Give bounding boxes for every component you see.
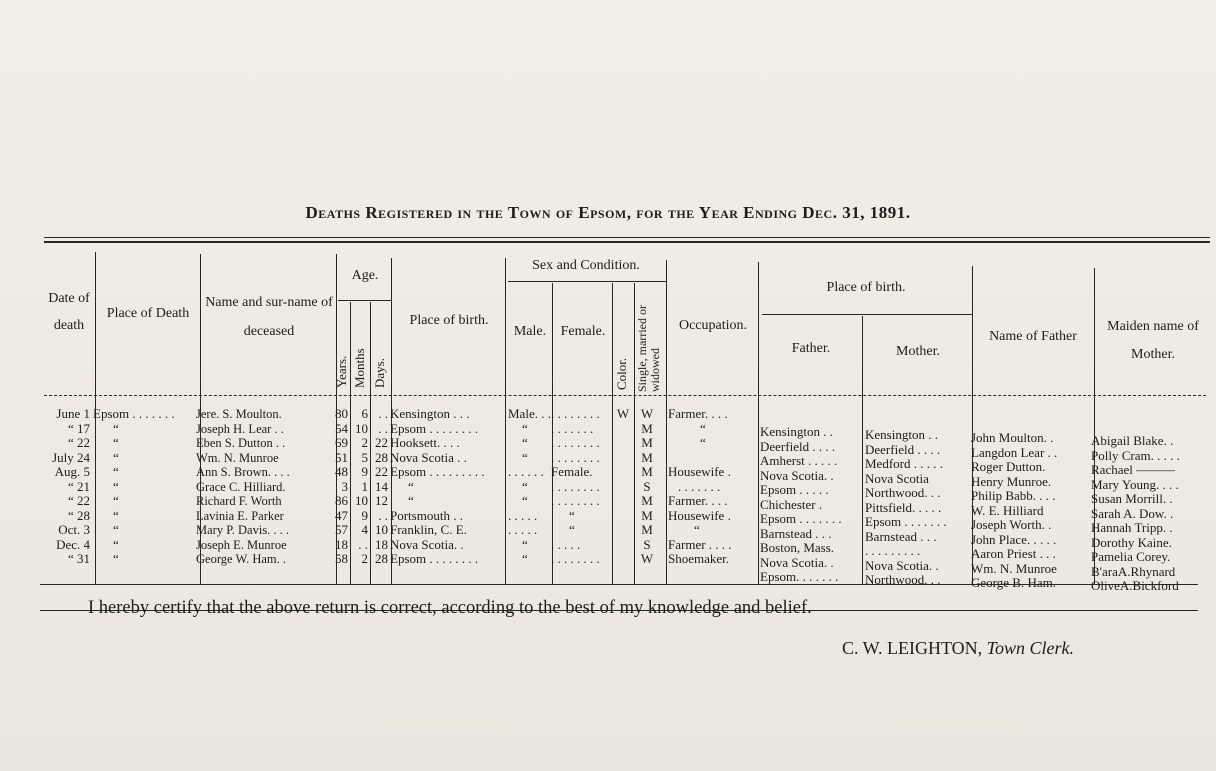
cell-place-of-birth: Epsom . . . . . . . .: [390, 552, 479, 566]
cell-female: “: [569, 508, 575, 523]
cell-mother-birthplace: . . . . . . . . .: [865, 544, 921, 558]
cell-father-name: Henry Munroe.: [971, 474, 1052, 489]
cell-color: [613, 436, 633, 451]
cell-female: . . . . . . . .: [551, 436, 600, 450]
cell-female: . . . . .: [551, 537, 581, 552]
cell-years: 58: [335, 552, 348, 566]
cell-place-of-death: “: [113, 450, 119, 465]
cell-mother-maiden-name: Abigail Blake. .: [1091, 434, 1174, 448]
cell-date: “ 22: [67, 436, 90, 450]
cell-date: “ 22: [67, 494, 90, 508]
cell-female: . . . . . . . .: [551, 494, 600, 508]
cell-years: 48: [335, 465, 348, 479]
cell-male: “: [522, 537, 528, 552]
cell-condition: S: [643, 479, 651, 494]
cell-occupation: [668, 451, 756, 466]
cell-days: 28: [375, 450, 388, 465]
cell-place-of-birth: “: [408, 479, 414, 494]
cell-condition: M: [641, 436, 653, 450]
cell-place-of-death: “: [113, 508, 119, 523]
cell-condition: M: [641, 523, 653, 537]
cell-female: . . . . . . . .: [551, 479, 600, 494]
cell-place-of-birth: “: [408, 494, 414, 508]
certification-statement: I hereby certify that the above return is correct, according to the best of my knowledge and belief.: [88, 598, 812, 618]
cell-mother-birthplace: Nova Scotia. .: [865, 558, 939, 573]
cell-mother-birthplace: Epsom . . . . . . .: [865, 515, 947, 529]
cell-days: . .: [378, 508, 388, 523]
cell-father-birthplace: Barnstead . . .: [760, 526, 832, 541]
cell-color: [613, 552, 633, 567]
cell-mother-maiden-name: Hannah Tripp. .: [1091, 521, 1173, 535]
cell-name: Richard F. Worth: [196, 494, 282, 508]
col-line: [862, 316, 863, 584]
cell-months: 5: [361, 450, 368, 465]
cell-place-of-death: “: [113, 465, 119, 479]
header-place-of-birth: Place of birth.: [409, 313, 489, 328]
cell-place-of-death: “: [113, 552, 119, 566]
cell-months: 9: [361, 508, 368, 523]
cell-months: 6: [361, 407, 368, 421]
cell-father-name: Joseph Worth. .: [971, 518, 1052, 532]
header-months: Months: [352, 348, 367, 388]
cell-male: Male. . .: [508, 407, 551, 421]
cell-father-name: Langdon Lear . .: [971, 445, 1058, 460]
header-maiden-name: Maiden name of Mother.: [1107, 319, 1199, 362]
cell-mother-maiden-name: OliveA.Bickford: [1091, 579, 1179, 593]
cell-months: 1: [361, 479, 368, 494]
cell-date: “ 28: [67, 508, 90, 523]
cell-condition: W: [640, 552, 654, 566]
cell-days: 12: [375, 494, 388, 508]
cell-months: . .: [358, 537, 368, 552]
cell-color: [613, 422, 633, 437]
cell-father-birthplace: Epsom . . . . . . .: [760, 512, 842, 526]
col-line: [758, 262, 759, 584]
cell-color: [613, 509, 633, 524]
cell-mother-maiden-name: Polly Cram. . . . .: [1091, 448, 1180, 463]
cell-years: 69: [335, 436, 348, 450]
cell-place-of-birth: Franklin, C. E.: [390, 523, 467, 537]
cell-color: [613, 465, 633, 480]
cell-name: Grace C. Hilliard.: [196, 479, 286, 494]
cell-female: . . . . . . . .: [551, 407, 600, 421]
cell-years: 54: [335, 421, 348, 436]
cell-name: Mary P. Davis. . . .: [196, 523, 290, 537]
header-years: Years.: [334, 355, 349, 388]
cell-place-of-death: “: [113, 523, 119, 537]
cell-father-birthplace: Kensington . .: [760, 425, 833, 439]
cell-place-of-death: “: [113, 537, 119, 552]
header-place-of-death: Place of Death: [106, 306, 190, 321]
signature: [842, 638, 1074, 659]
cell-father-birthplace: Nova Scotia. .: [760, 555, 834, 570]
cell-occupation: “: [700, 436, 706, 450]
cell-occupation: Farmer. . . .: [668, 407, 728, 421]
cell-occupation: . . . . . . .: [678, 479, 721, 494]
cell-father-birthplace: Nova Scotia. .: [760, 468, 834, 483]
column-color: [613, 407, 633, 567]
header-father: Father.: [791, 341, 831, 356]
cell-occupation: Housewife .: [668, 508, 731, 523]
column-place-of-birth: [390, 407, 504, 567]
cell-occupation: Housewife .: [668, 465, 731, 479]
cell-date: Dec. 4: [56, 537, 90, 552]
cell-mother-birthplace: Pittsfield. . . . .: [865, 500, 942, 515]
cell-years: 80: [335, 407, 348, 421]
cell-mother-maiden-name: Mary Young. . . .: [1091, 477, 1179, 492]
header-condition: Single, married or widowed: [635, 305, 662, 392]
cell-female: . . . . . . . .: [551, 450, 600, 465]
cell-name: Jere. S. Moulton.: [196, 407, 282, 421]
cell-father-name: John Place. . . . .: [971, 532, 1057, 547]
header-days: Days.: [372, 358, 387, 388]
cell-condition: M: [641, 494, 653, 508]
column-occupation: [668, 407, 756, 567]
header-male: Male.: [513, 324, 547, 339]
cell-condition: M: [641, 450, 653, 465]
cell-mother-birthplace: Northwood. . .: [865, 486, 941, 500]
cell-father-name: Aaron Priest . . .: [971, 547, 1056, 561]
cell-male: . . . . .: [508, 508, 538, 523]
cell-color: [613, 538, 633, 553]
cell-occupation: Shoemaker.: [668, 552, 730, 566]
cell-place-of-birth: Epsom . . . . . . . .: [390, 421, 479, 436]
birth-subrule: [762, 314, 972, 315]
cell-father-name: George B. Ham.: [971, 576, 1056, 590]
cell-months: 10: [355, 421, 368, 436]
header-date: Date of death: [48, 291, 90, 333]
cell-father-birthplace: Chichester .: [760, 497, 823, 512]
cell-father-birthplace: Deerfield . . . .: [760, 439, 836, 454]
cell-occupation: Farmer. . . .: [668, 494, 728, 508]
cell-days: 18: [375, 537, 388, 552]
cell-father-name: Roger Dutton.: [971, 460, 1046, 474]
cell-name: Joseph E. Munroe: [196, 537, 287, 552]
column-years: [330, 407, 348, 567]
cell-father-birthplace: Amherst . . . . .: [760, 454, 838, 468]
cell-female: . . . . . . .: [551, 421, 594, 436]
cell-name: Lavinia E. Parker: [196, 508, 284, 523]
cell-name: Wm. N. Munroe: [196, 450, 279, 465]
column-mother-maiden-name: [1091, 434, 1213, 594]
cell-months: 9: [361, 465, 368, 479]
column-days: [368, 407, 388, 567]
cell-father-name: W. E. Hilliard: [971, 503, 1044, 518]
header-sex-condition: Sex and Condition.: [532, 258, 640, 273]
cell-days: 14: [375, 479, 388, 494]
cell-date: “ 17: [67, 421, 90, 436]
document-title: Deaths Registered in the Town of Epsom, for the Year Ending Dec. 31, 1891.: [305, 203, 911, 222]
cell-name: Eben S. Dutton . .: [196, 436, 286, 450]
cell-years: 18: [335, 537, 348, 552]
cell-father-name: Wm. N. Munroe: [971, 561, 1057, 576]
cell-father-name: Philip Babb. . . .: [971, 489, 1056, 503]
col-line: [666, 260, 667, 584]
column-place-of-death: [93, 407, 199, 567]
cell-place-of-death: “: [113, 436, 119, 450]
cell-condition: M: [641, 421, 653, 436]
signature-role: Town Clerk.: [986, 638, 1075, 658]
cell-color: [613, 523, 633, 538]
cell-male: “: [522, 421, 528, 436]
cell-name: Joseph H. Lear . .: [196, 421, 284, 436]
cell-days: 22: [375, 436, 388, 450]
cell-occupation: Farmer . . . .: [668, 537, 732, 552]
cell-female: Female.: [551, 465, 593, 479]
cell-female: . . . . . . . .: [551, 552, 600, 566]
cell-condition: M: [641, 508, 653, 523]
cell-mother-maiden-name: Pamelia Corey.: [1091, 550, 1171, 564]
cell-date: Oct. 3: [58, 523, 90, 537]
column-male: [508, 407, 552, 567]
cell-date: July 24: [52, 450, 90, 465]
cell-place-of-birth: Portsmouth . .: [390, 508, 463, 523]
header-name: Name and sur-name of deceased: [205, 295, 333, 339]
cell-days: 10: [375, 523, 388, 537]
signature-name: C. W. LEIGHTON,: [842, 638, 983, 658]
header-name-of-father: Name of Father: [989, 329, 1077, 344]
cell-color: [613, 480, 633, 495]
column-date: [36, 407, 90, 567]
cell-place-of-birth: Hooksett. . . .: [390, 436, 460, 450]
cell-father-birthplace: Epsom . . . . .: [760, 483, 829, 497]
cell-place-of-death: “: [113, 421, 119, 436]
column-months: [349, 407, 368, 567]
column-condition: [635, 407, 659, 567]
cell-date: “ 21: [67, 479, 90, 494]
header-age: Age.: [351, 268, 379, 283]
cell-condition: M: [641, 465, 653, 479]
cell-months: 10: [355, 494, 368, 508]
cell-male: “: [522, 479, 528, 494]
column-mother-birthplace: [865, 428, 971, 588]
cell-days: 22: [375, 465, 388, 479]
cell-months: 2: [361, 436, 368, 450]
cell-years: 3: [341, 479, 348, 494]
cell-place-of-death: “: [113, 494, 119, 508]
cell-mother-birthplace: Kensington . .: [865, 428, 938, 442]
cell-mother-birthplace: Deerfield . . . .: [865, 442, 941, 457]
top-rule-2: [44, 241, 1210, 243]
cell-mother-maiden-name: Susan Morrill. .: [1091, 492, 1173, 506]
cell-color: [613, 451, 633, 466]
cell-male: “: [522, 436, 528, 450]
cell-condition: W: [640, 407, 654, 421]
column-father-name: [971, 431, 1093, 591]
cell-place-of-birth: Kensington . . .: [390, 407, 470, 421]
cell-date: Aug. 5: [54, 465, 90, 479]
cell-mother-birthplace: Nova Scotia: [865, 471, 929, 486]
cell-place-of-death: Epsom . . . . . . .: [93, 407, 175, 421]
cell-date: June 1: [56, 407, 90, 421]
cell-mother-birthplace: Medford . . . . .: [865, 457, 943, 471]
cell-condition: S: [643, 537, 651, 552]
sex-subrule: [508, 281, 666, 282]
cell-place-of-birth: Nova Scotia . .: [390, 450, 467, 465]
age-subrule: [338, 300, 392, 301]
cell-days: . .: [378, 421, 388, 436]
cell-mother-birthplace: Northwood. . .: [865, 573, 941, 587]
cell-place-of-death: “: [113, 479, 119, 494]
column-name: [196, 407, 334, 567]
top-rule: [44, 237, 1210, 238]
cell-male: . . . . .: [508, 523, 538, 537]
cell-years: 47: [335, 508, 348, 523]
cell-date: “ 31: [67, 552, 90, 566]
cell-place-of-birth: Epsom . . . . . . . . .: [390, 465, 485, 479]
cell-mother-maiden-name: B'araA.Rhynard: [1091, 564, 1176, 579]
cell-color: [613, 494, 633, 509]
cell-father-name: John Moulton. .: [971, 431, 1054, 445]
cell-male: “: [522, 450, 528, 465]
column-father-birthplace: [760, 425, 862, 585]
cell-father-birthplace: Epsom. . . . . . .: [760, 570, 839, 584]
cell-months: 4: [361, 523, 368, 537]
cell-mother-birthplace: Barnstead . . .: [865, 529, 937, 544]
cell-days: . .: [378, 407, 388, 421]
cell-mother-maiden-name: Rachael ———: [1091, 463, 1176, 477]
header-parents-birth: Place of birth.: [826, 280, 906, 295]
cell-occupation: “: [700, 421, 706, 436]
cell-mother-maiden-name: Dorothy Kaine.: [1091, 535, 1172, 550]
cell-years: 51: [335, 450, 348, 465]
cell-female: “: [569, 523, 575, 537]
cell-years: 57: [335, 523, 348, 537]
column-female: [551, 407, 611, 567]
cell-mother-maiden-name: Sarah A. Dow. .: [1091, 506, 1174, 521]
cell-place-of-birth: Nova Scotia. .: [390, 537, 464, 552]
cell-years: 86: [335, 494, 348, 508]
header-color: Color.: [614, 357, 629, 390]
cell-male: . . . . . .: [508, 465, 544, 479]
cell-color: W: [616, 407, 630, 421]
header-occupation: Occupation.: [678, 318, 748, 333]
cell-male: “: [522, 552, 528, 566]
cell-name: George W. Ham. .: [196, 552, 287, 566]
cell-father-birthplace: Boston, Mass.: [760, 541, 835, 555]
header-mother: Mother.: [896, 344, 940, 359]
header-female: Female.: [560, 324, 606, 339]
cell-days: 28: [375, 552, 388, 566]
header-rule: [44, 395, 1206, 396]
cell-male: “: [522, 494, 528, 508]
cell-months: 2: [361, 552, 368, 566]
cell-occupation: “: [694, 523, 700, 537]
cell-name: Ann S. Brown. . . .: [196, 465, 290, 479]
